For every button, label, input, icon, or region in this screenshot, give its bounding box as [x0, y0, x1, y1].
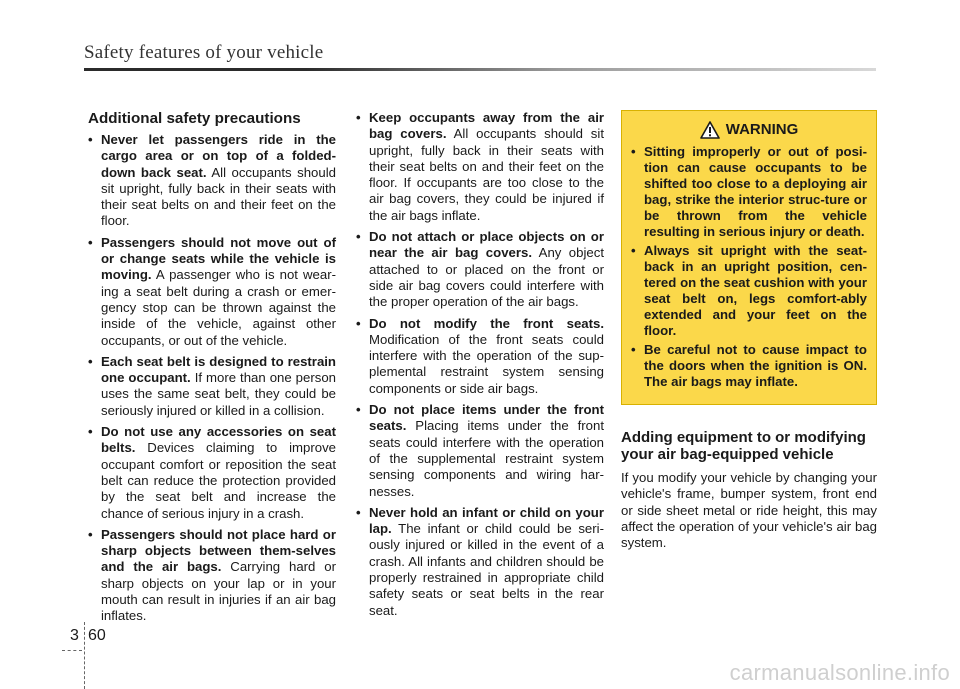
footer-tick [62, 650, 82, 651]
header-rule [84, 68, 876, 71]
list-item [356, 110, 604, 224]
item-lead: Never hold an infant or child on your lap. [369, 504, 604, 537]
item-lead: Passengers should not place hard or sharp objects between them-selves and the air bags. [101, 526, 336, 575]
item-body: Any object attached to or placed on the front or side air bag covers could interfere with the proper operation of the air bags. [369, 245, 604, 310]
left-column [88, 110, 336, 630]
item-body: A passenger who is not wear-ing a seat belt during a crash or emer-gency stop can be thrown against the inside of the vehicle, against other occupants, or out of the vehicle. [101, 267, 337, 348]
warning-item: • Always sit upright with the seat-back in an upright position, cen-tered on the seat cushion with your seat belt on, legs comfort-ably extended and your feet on the floor. [631, 243, 867, 339]
right-column [621, 110, 877, 551]
item-body: The infant or child could be seri-ously injured or killed in the event of a crash. All infants and children should be properly restrained in appropriate child safety seats or seat belts in the rear seat. [369, 521, 604, 618]
list-item [356, 316, 604, 397]
warning-title: WARNING [725, 120, 799, 138]
list-item [88, 354, 336, 419]
item-lead: Do not modify the front seats. [369, 315, 604, 331]
item-lead: Passengers should not move out of or change seats while the vehicle is moving. [101, 234, 336, 283]
warning-item: • Sitting improperly or out of posi-tion can cause occupants to be shifted too close to a deploying air bag, strike the interior struc-ture or be thrown from the vehicle resulting in serious injury or death. [631, 144, 867, 240]
list-item [356, 229, 604, 310]
item-lead: Never let passengers ride in the cargo area or on top of a folded-down back seat. [101, 132, 336, 180]
item-body: All occupants should sit upright, fully back in their seats with their seat belts on and their feet on the floor. [101, 164, 336, 229]
list-item [356, 402, 604, 500]
list-item [88, 235, 336, 349]
chapter-number: 3 [70, 627, 79, 644]
item-body: Modification of the front seats could interfere with the operation of the sup-plemental restraint system sensing components or side air bags. [369, 331, 604, 396]
item-body: All occupants should sit upright, fully back in their seats with their seat belts on and their feet on the floor. If occupants are too close to the air bag covers, they could be injured if the air bags inflate. [369, 126, 604, 223]
page-number: 60 [88, 627, 106, 644]
item-body: Placing items under the front seats could interfere with the operation of the supplemental restraint system sensing components and wiring har-nesses. [369, 418, 604, 499]
item-lead: Each seat belt is designed to restrain one occupant. [101, 353, 336, 386]
section-heading: Additional safety precautions [88, 110, 301, 127]
footer-divider [84, 622, 85, 689]
item-body: Carrying hard or sharp objects on your lap or in your mouth can result in injuries if an air bag inflates. [101, 559, 336, 624]
warning-item: • Be careful not to cause impact to the doors when the ignition is ON. The air bags may inflate. [631, 342, 867, 390]
item-lead: Do not use any accessories on seat belts. [101, 424, 336, 456]
item-body: If more than one person uses the same seat belt, they could be seriously injured or killed in a collision. [101, 370, 336, 418]
list-item [88, 132, 336, 230]
list-item [88, 424, 336, 522]
item-lead: Do not place items under the front seats. [369, 402, 604, 434]
bullet-list [88, 132, 336, 625]
warning-box [621, 110, 877, 405]
warning-list [631, 144, 867, 390]
modify-section-heading: Adding equipment to or modifying your air bag-equipped vehicle [621, 429, 866, 463]
page-header-title: Safety features of your vehicle [84, 42, 324, 63]
watermark: carmanualsonline.info [729, 660, 950, 685]
modify-section-body: If you modify your vehicle by changing your vehicle's frame, bumper system, front end or side sheet metal or ride height, this may affect the operation of your vehicle's air bag system. [621, 470, 877, 551]
item-lead: Do not attach or place objects on or near the air bag covers. [369, 229, 604, 261]
list-item [356, 505, 604, 619]
item-lead: Keep occupants away from the air bag covers. [369, 110, 604, 142]
list-item [88, 527, 336, 625]
item-body: Devices claiming to improve occupant comfort or reposition the seat belt can reduce the protection provided by the seat belt and increase the chance of serious injury in a crash. [101, 440, 336, 521]
warning-header [631, 121, 867, 139]
middle-column [356, 110, 604, 624]
warning-triangle-icon [700, 121, 720, 139]
bullet-list [356, 110, 604, 619]
